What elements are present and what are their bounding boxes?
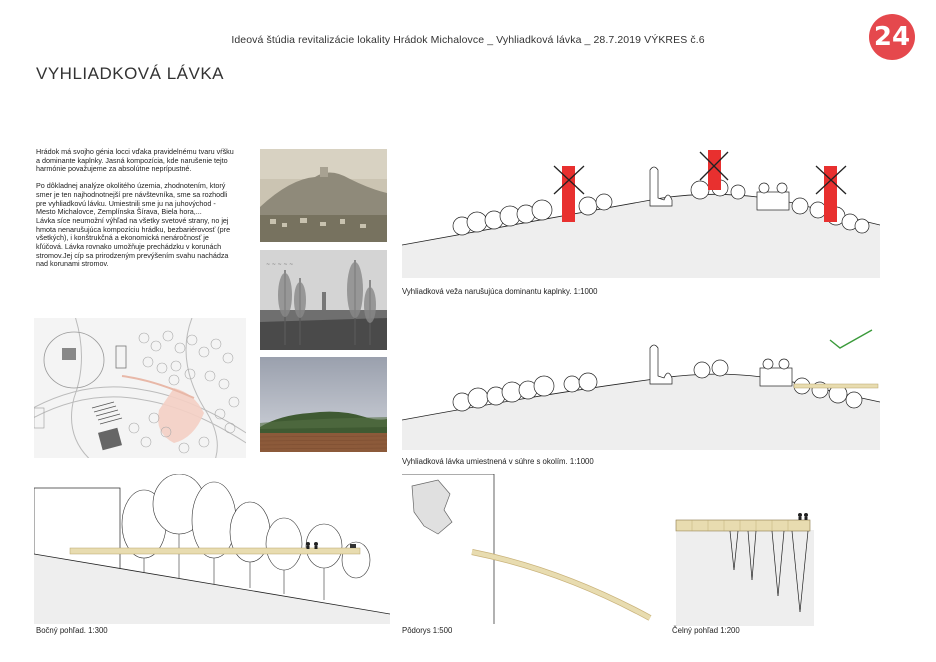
front-view-drawing — [672, 500, 814, 626]
plan-drawing — [402, 474, 662, 624]
caption-front-view: Čelný pohľad 1:200 — [672, 626, 740, 635]
description-paragraph-3: Lávka síce neumožní výhľad na všetky svetové strany, no jej hmota nenarušujúca kompozíciu hrádku, bezbariérovosť (pre všetkých), i konštrukčná a ekonomická nenáročnosť je kľúčová. Lávka rovnako umožňuje prechádzku v korunách stromov.Jej cíp sa prirodzeným prevýšením svahu nachádza nad korunami stromov. — [36, 215, 231, 269]
description-paragraph-1: Hrádok má svojho génia locci vďaka pravidelnému tvaru vŕšku a dominante kaplnky. Jasná kompozícia, kde narušenie tejto harmónie považujeme za absolútne neprípustné. — [36, 147, 234, 174]
page-number-badge: 24 — [869, 14, 915, 60]
caption-side-view: Bočný pohľad. 1:300 — [36, 626, 108, 635]
page-title: VYHLIADKOVÁ LÁVKA — [36, 64, 225, 83]
caption-section-tower: Vyhliadková veža narušujúca dominantu kaplnky. 1:1000 — [402, 287, 598, 296]
site-map — [34, 318, 246, 458]
caption-section-walkway: Vyhliadková lávka umiestnená v súhre s okolím. 1:1000 — [402, 457, 594, 466]
section-tower-drawing — [402, 150, 880, 280]
description-text — [36, 148, 236, 269]
description-paragraph-2: Po dôkladnej analýze okolitého územia, zhodnotením, ktorý smer je ten najhodnotnejší pre návštevníka, sme sa rozhodli pre vyhliadkovú lávku. Umiestnili sme ju na juhovýchod - Mesto Michalovce, Zemplínska Šírava, Biela hora,... — [36, 181, 228, 217]
side-view-drawing — [34, 474, 390, 624]
caption-plan: Pôdorys 1:500 — [402, 626, 453, 635]
drawing-header: Ideová štúdia revitalizácie lokality Hrádok Michalovce _ Vyhliadková lávka _ 28.7.2019 VÝKRES č.6 — [231, 34, 705, 46]
photo-historic-hill — [260, 149, 387, 242]
photo-landscape — [260, 357, 387, 452]
section-walkway-drawing — [402, 322, 880, 452]
photo-historic-trees — [260, 250, 387, 350]
svg-text:~ ~ ~ ~ ~: ~ ~ ~ ~ ~ — [266, 262, 294, 268]
